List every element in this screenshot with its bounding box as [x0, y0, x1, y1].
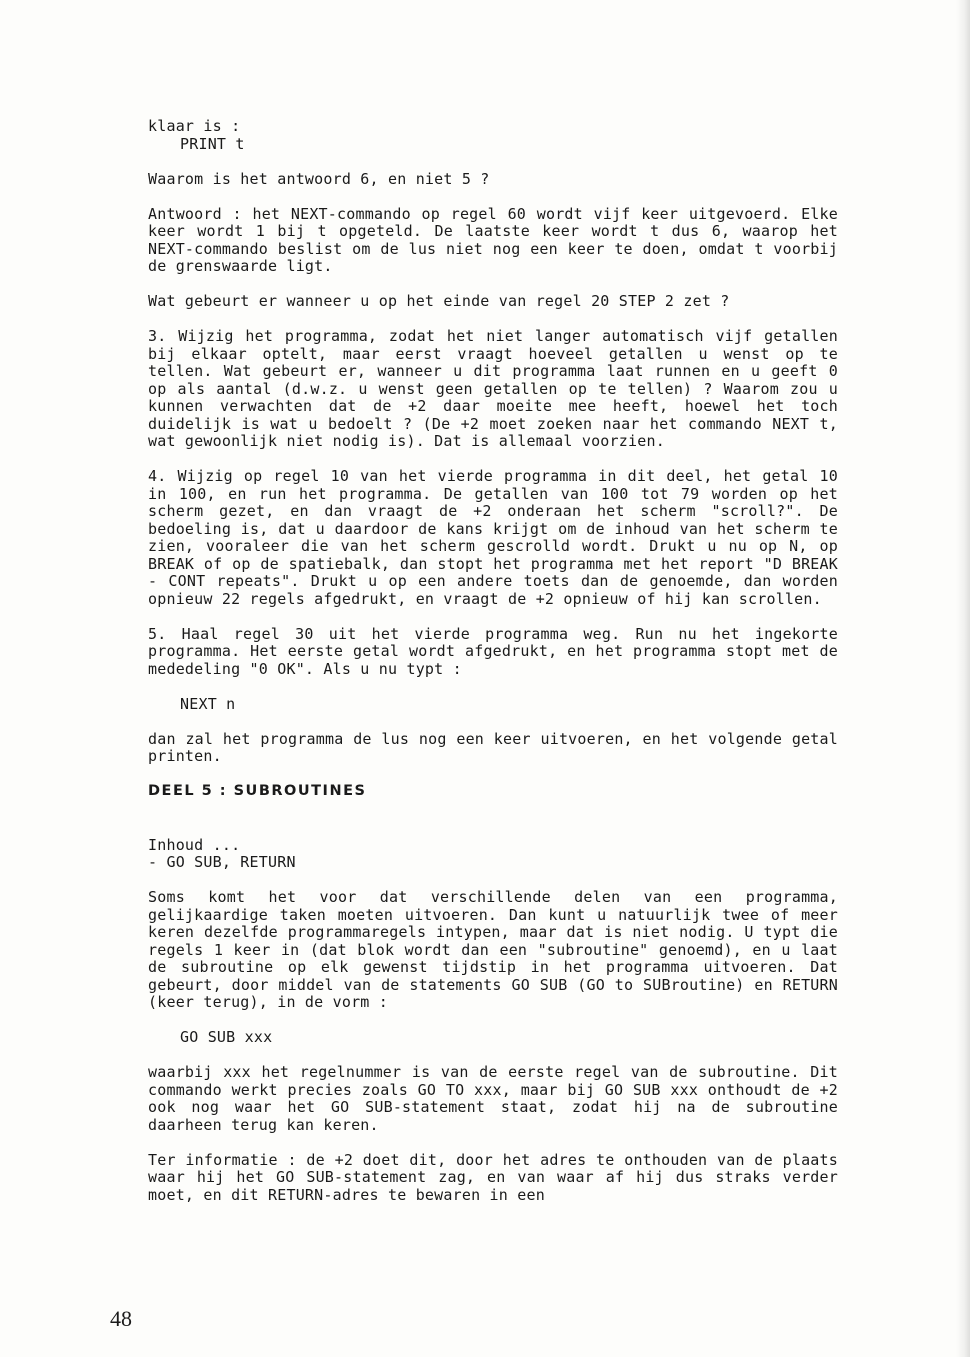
- contents-item: - GO SUB, RETURN: [148, 853, 296, 871]
- code-gosub: GO SUB xxx: [180, 1028, 273, 1046]
- page-number: 48: [110, 1306, 132, 1331]
- contents-title: Inhoud ...: [148, 835, 241, 854]
- code-line: PRINT t: [180, 134, 245, 153]
- body-text: [148, 118, 838, 1222]
- page-edge-shadow: [956, 0, 970, 1357]
- paragraph-question: Waarom is het antwoord 6, en niet 5 ?: [148, 169, 490, 188]
- paragraph-question-step: Wat gebeurt er wanneer u op het einde van regel 20 STEP 2 zet ?: [148, 292, 730, 310]
- paragraph-exercise-3: 3. Wijzig het programma, zodat het niet langer automatisch vijf getallen bij elkaar optelt, maar eerst vraagt hoeveel getallen u wenst op te tellen. Wat gebeurt er, wanneer u dit programma laat runnen en u geeft 0 op als aantal (d.w.z. u wenst geen getallen op te tellen) ? Waarom zou u kunnen verwachten dat de +2 daar moeite mee heeft, hoewel het toch duidelijk is wat u bedoelt ? (De +2 moet zoeken naar het commando NEXT t, wat gewoonlijk niet nodig is). Dat is allemaal voorzien.: [148, 327, 838, 450]
- contents-block: [148, 837, 838, 872]
- paragraph-intro: [148, 118, 838, 153]
- paragraph-gosub-explanation: waarbij xxx het regelnummer is van de eerste regel van de subroutine. Dit commando werkt precies zoals GO TO xxx, maar bij GO SUB xxx onthoudt de +2 ook nog waar het GO SUB-statement staat, zodat hij na de subroutine daarheen terug kan keren.: [148, 1063, 838, 1134]
- paragraph-subroutines: Soms komt het voor dat verschillende delen van een programma, gelijkaardige taken moeten uitvoeren. Dan kunt u natuurlijk twee of meer keren dezelfde programmaregels intypen, maar dat is niet nodig. U typt die regels 1 keer in (dat blok wordt dan een "subroutine" genoemd), en u laat de subroutine op elk gewenst tijdstip in het programma uitvoeren. Dat gebeurt, door middel van de statements GO SUB (GO to SUBroutine) en RETURN (keer terug), in de vorm :: [148, 888, 838, 1011]
- code-next: NEXT n: [180, 694, 236, 713]
- paragraph-exercise-5: 5. Haal regel 30 uit het vierde programma weg. Run nu het ingekorte programma. Het eerste getal wordt afgedrukt, en het programma stopt met de mededeling "0 OK". Als u nu typt :: [148, 624, 838, 678]
- text-line: klaar is :: [148, 117, 241, 135]
- paragraph-answer: Antwoord : het NEXT-commando op regel 60 wordt vijf keer uitgevoerd. Elke keer wordt 1 bij t opgeteld. De laatste keer wordt t dus 6, waarop het NEXT-commando beslist om de lus niet nog een keer te doen, omdat t voorbij de grenswaarde ligt.: [148, 204, 838, 275]
- paragraph-exercise-4: 4. Wijzig op regel 10 van het vierde programma in dit deel, het getal 10 in 100, en run het programma. De getallen van 100 tot 79 worden op het scherm gezet, en dan vraagt de +2 onderaan het scherm "scroll?". De bedoeling is, dat u daardoor de kans krijgt om de inhoud van het scherm te zien, vooraleer die van het scherm gescrolld wordt. Drukt u nu op N, op BREAK of op de spatiebalk, dan stopt het programma met het report "D BREAK - CONT repeats". Drukt u op een andere toets dan de genoemde, dan worden opnieuw 22 regels afgedrukt, en vraagt de +2 opnieuw of hij kan scrollen.: [148, 467, 838, 608]
- section-heading: DEEL 5 : SUBROUTINES: [148, 783, 367, 799]
- paragraph-next-result: dan zal het programma de lus nog een keer uitvoeren, en het volgende getal printen.: [148, 729, 838, 765]
- paragraph-info: Ter informatie : de +2 doet dit, door het adres te onthouden van de plaats waar hij het GO SUB-statement zag, en van waar af hij dus straks verder moet, en dit RETURN-adres te bewaren in een: [148, 1150, 838, 1204]
